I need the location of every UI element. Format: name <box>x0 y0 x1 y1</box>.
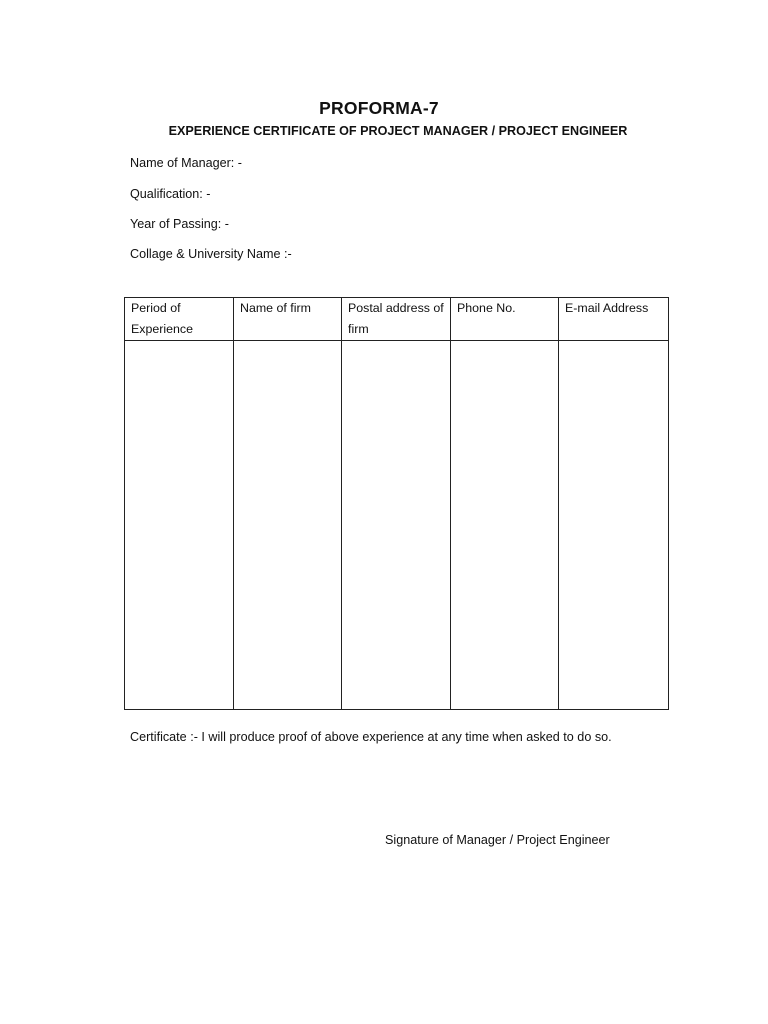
college-university-field: Collage & University Name :- <box>130 247 292 261</box>
signature-line: Signature of Manager / Project Engineer <box>385 833 610 847</box>
cell-period-of-experience <box>125 341 234 710</box>
form-title: PROFORMA-7 <box>319 98 439 118</box>
header-line: Period of <box>131 301 181 315</box>
name-of-manager-field: Name of Manager: - <box>130 156 242 170</box>
header-name-of-firm <box>234 298 342 341</box>
experience-table <box>124 297 669 710</box>
table-header-row <box>125 298 669 341</box>
header-line: Phone No. <box>457 301 516 315</box>
cell-phone-no <box>451 341 559 710</box>
header-email-address <box>559 298 669 341</box>
header-line: E-mail Address <box>565 301 649 315</box>
header-phone-no <box>451 298 559 341</box>
year-of-passing-field: Year of Passing: - <box>130 217 229 231</box>
form-subtitle: EXPERIENCE CERTIFICATE OF PROJECT MANAGER / PROJECT ENGINEER <box>168 124 628 138</box>
header-line: Name of firm <box>240 301 311 315</box>
header-postal-address <box>342 298 451 341</box>
header-line: Postal address of <box>348 301 444 315</box>
cell-name-of-firm <box>234 341 342 710</box>
cell-email-address <box>559 341 669 710</box>
header-period-of-experience <box>125 298 234 341</box>
certificate-statement: Certificate :- I will produce proof of above experience at any time when asked to do so. <box>130 730 612 744</box>
cell-postal-address <box>342 341 451 710</box>
header-line: Experience <box>131 322 193 336</box>
header-line: firm <box>348 322 369 336</box>
qualification-field: Qualification: - <box>130 187 211 201</box>
table-row <box>125 341 669 710</box>
